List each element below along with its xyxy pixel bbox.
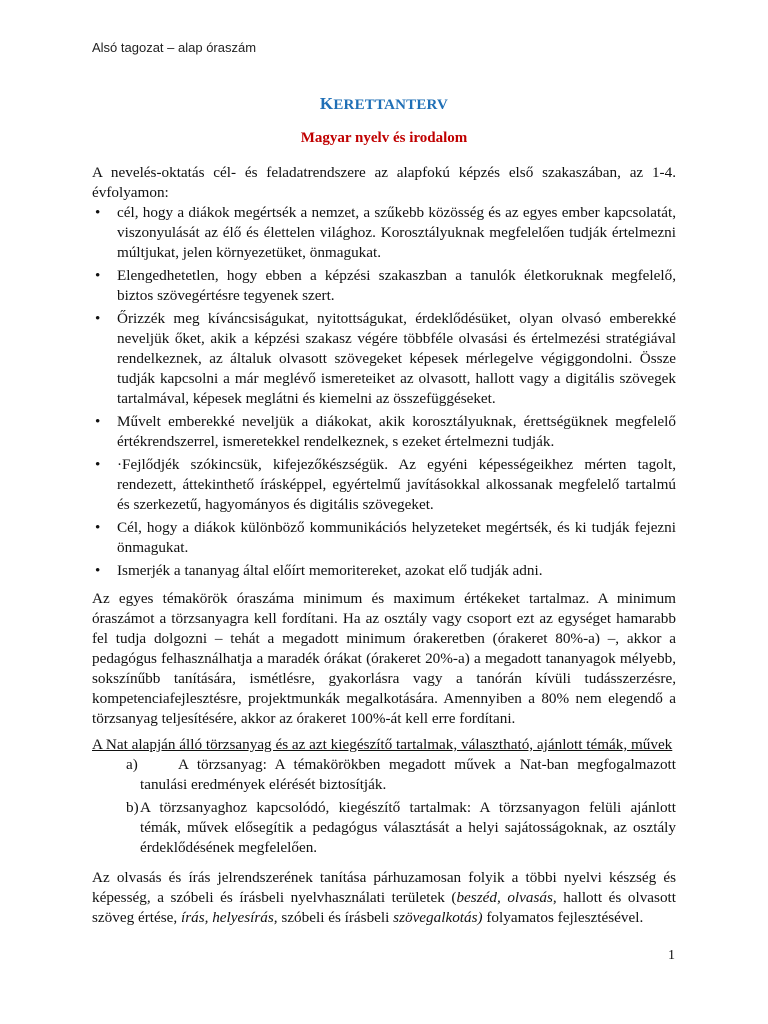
- title-initial: K: [319, 94, 334, 113]
- title-rest: ERETTANTERV: [333, 97, 449, 113]
- list-item: • ·Fejlődjék szókincsük, kifejezőkészségük. Az egyéni képességeikhez mérten tagolt, rendezett, áttekinthető írásképpel, egyértelmű javításokkal alkossanak megfelelő tartalmú és szerkezetű, hagyományos és digitális szövegeket.: [95, 456, 676, 513]
- content-types-list: [92, 755, 676, 858]
- page-number: 1: [668, 948, 675, 963]
- list-marker: b): [126, 799, 139, 816]
- list-marker: a): [126, 756, 138, 773]
- bullet-icon: •: [95, 456, 101, 473]
- timeframe-paragraph: Az egyes témakörök óraszáma minimum és maximum értékeket tartalmaz. A minimum óraszámot a törzsanyagra kell fordítani. Ha az osztály vagy csoport ezt az egységet hamarabb fel tudja dolgozni – tehát a megadott minimum órakeretben (órakeret 80%-a) –, akkor a pedagógus felhasználhatja a maradék órákat (órakeret 20%-a) a megadott tananyagok mélyebb, sokszínűbb tanítására, ismétlésre, gyakorlásra vagy a tanórán kívüli tudásszerzésre, kompetenciafejlesztésre, projektmunkák megalkotására. Amennyiben a 80% nem elegendő a törzsanyag teljesítésére, akkor az órakeret 100%-át kell erre fordítani.: [92, 590, 676, 727]
- bullet-icon: •: [95, 413, 101, 430]
- page-header: Alsó tagozat – alap óraszám: [92, 40, 257, 55]
- list-item: • Elengedhetetlen, hogy ebben a képzési szakaszban a tanulók életkoruknak megfelelő, biztos szövegértésre tegyenek szert.: [95, 267, 676, 304]
- list-item: • Cél, hogy a diákok különböző kommunikációs helyzeteket megértsék, és ki tudják fejezni önmagukat.: [95, 519, 676, 556]
- intro-paragraph: A nevelés-oktatás cél- és feladatrendszere az alapfokú képzés első szakaszában, az 1-4. évfolyamon:: [92, 164, 676, 201]
- page-title: [0, 94, 768, 114]
- list-item: b) A törzsanyaghoz kapcsolódó, kiegészítő tartalmak: A törzsanyagon felüli ajánlott témák, művek elősegítik a pedagógus választását a helyi sajátosságoknak, az osztály érdeklődésének megfelelően.: [126, 799, 676, 856]
- document-body: [92, 163, 676, 928]
- bullet-icon: •: [95, 562, 101, 579]
- list-item: • Ismerjék a tananyag által előírt memoritereket, azokat elő tudják adni.: [95, 562, 543, 579]
- bullet-icon: •: [95, 267, 101, 284]
- list-item: • Művelt emberekké neveljük a diákokat, akik korosztályuknak, érettségüknek megfelelő értékrendszerrel, ismeretekkel rendelkeznek, s ezeket értelmezni tudják.: [95, 413, 676, 450]
- subject-subtitle: Magyar nyelv és irodalom: [300, 130, 468, 146]
- list-item: a) A törzsanyag: A témakörökben megadott művek a Nat-ban megfogalmazott tanulási eredmények elérését biztosítják.: [126, 756, 676, 793]
- section-heading-underlined: A Nat alapján álló törzsanyag és az azt kiegészítő tartalmak, választható, ajánlott témák, művek: [92, 736, 673, 753]
- bullet-icon: •: [95, 519, 101, 536]
- bullet-icon: •: [95, 310, 101, 327]
- reading-writing-paragraph: Az olvasás és írás jelrendszerének tanítása párhuzamosan folyik a többi nyelvi készség és képesség, a szóbeli és írásbeli nyelvhasználati területek (beszéd, olvasás, hallott és olvasott szöveg értése, írás, helyesírás, szóbeli és írásbeli szövegalkotás) folyamatos fejlesztésével.: [92, 869, 676, 926]
- list-item: • cél, hogy a diákok megértsék a nemzet, a szűkebb közösség és az egyes ember kapcsolatát, viszonyulását az élő és élettelen világhoz. Korosztályuknak megfelelően tudják értelmezni múltjukat, jelen környezetüket, önmagukat.: [95, 204, 676, 261]
- list-item: • Őrizzék meg kíváncsiságukat, nyitottságukat, érdeklődésüket, olyan olvasó emberekké neveljük őket, akik a képzési szakasz végére többféle olvasási és értelmezési stratégiával rendelkeznek, az általuk olvasott szövegeket képesek mérlegelve végiggondolni. Össze tudják kapcsolni a már meglévő ismereteiket az olvasott, hallott vagy a digitális szövegek tartalmával, képesek meglátni és kiemelni az összefüggéseket.: [95, 310, 676, 407]
- bullet-icon: •: [95, 204, 101, 221]
- goals-list: [92, 203, 676, 581]
